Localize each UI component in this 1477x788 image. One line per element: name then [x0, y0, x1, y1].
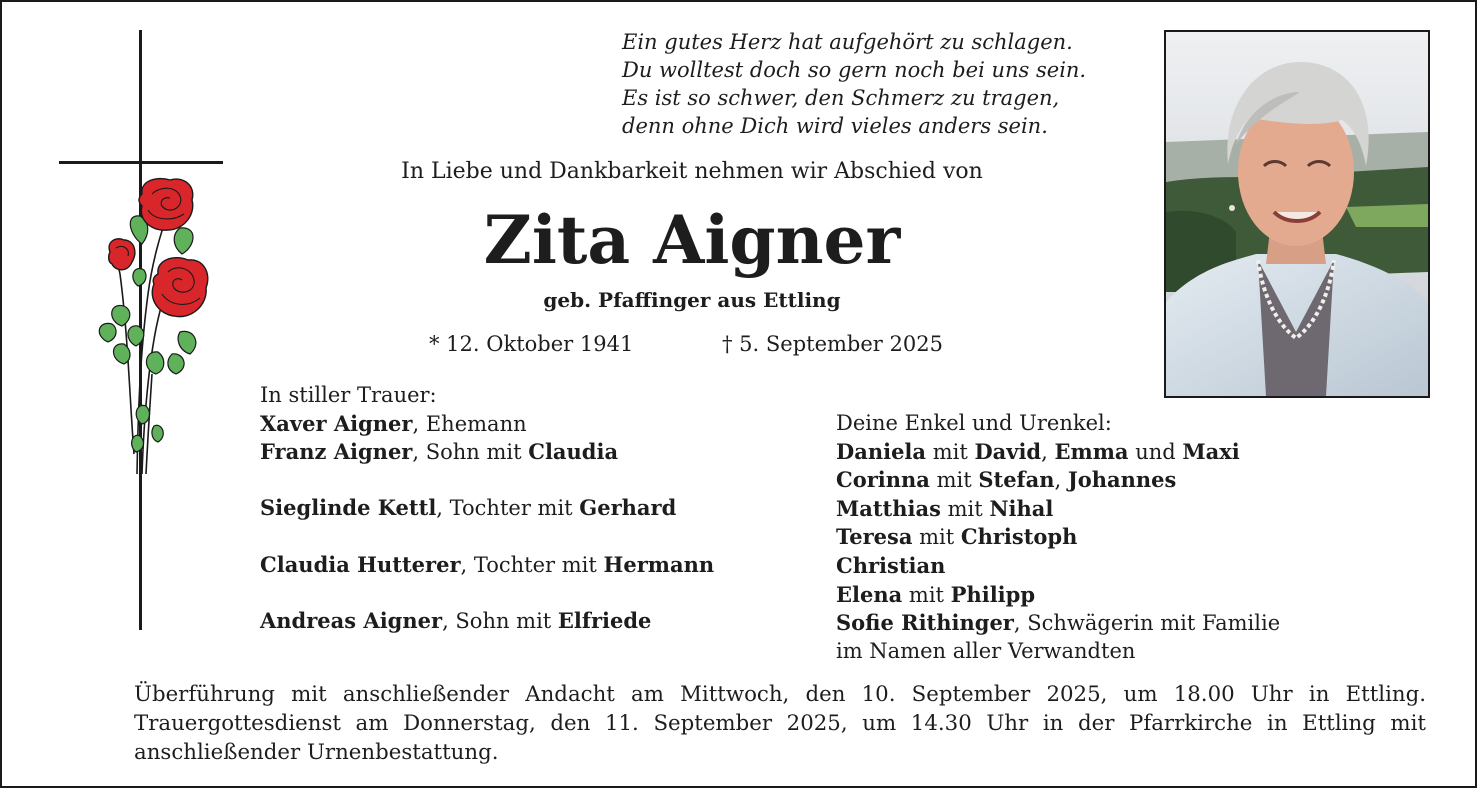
spacer — [260, 523, 800, 551]
mourner-line: Daniela mit David, Emma und Maxi — [836, 438, 1240, 464]
mourner-line: Teresa mit Christoph — [836, 524, 1078, 550]
service-line: anschließender Urnenbestattung. — [134, 740, 499, 765]
mourner-line: Sofie Rithinger, Schwägerin mit Familie — [836, 610, 1281, 636]
leaf-13 — [152, 425, 163, 442]
leaf-6 — [178, 331, 196, 354]
poem-line: Es ist so schwer, den Schmerz zu tragen, — [622, 86, 1060, 110]
mourners-heading: In stiller Trauer: — [260, 383, 437, 407]
death-date: † 5. September 2025 — [722, 332, 943, 356]
leaf-3 — [112, 305, 130, 326]
cross-horizontal-bar — [59, 161, 223, 164]
poem-line: denn ohne Dich wird vieles anders sein. — [622, 114, 1048, 138]
service-line: Trauergottesdienst am Donnerstag, den 11. September 2025, um 14.30 Uhr in der Pfarrkirche in Ettling mit — [134, 711, 1426, 736]
spacer — [260, 579, 800, 607]
poem-line: Ein gutes Herz hat aufgehört zu schlagen. — [622, 30, 1073, 54]
mourner-line: Claudia Hutterer, Tochter mit Hermann — [260, 551, 715, 577]
birth-date: * 12. Oktober 1941 — [429, 332, 634, 356]
mourner-line: Sieglinde Kettl, Tochter mit Gerhard — [260, 495, 677, 521]
roses-illustration — [80, 174, 220, 484]
mourner-line: Christian — [836, 552, 946, 578]
mourner-line: Matthias mit Nihal — [836, 495, 1054, 521]
rose-right — [152, 258, 208, 317]
service-details — [134, 680, 1426, 767]
grandchildren-heading: Deine Enkel und Urenkel: — [836, 411, 1112, 435]
mourner-line: Elena mit Philipp — [836, 581, 1036, 607]
service-line: Überführung mit anschließender Andacht am Mittwoch, den 10. September 2025, um 18.00 Uhr in Ettling. — [134, 682, 1426, 707]
poem-line: Du wolltest doch so gern noch bei uns sein. — [622, 58, 1087, 82]
leaf-8 — [114, 344, 131, 364]
leaf-11 — [136, 405, 149, 424]
mourners-right — [836, 410, 1436, 665]
mourner-line: Andreas Aigner, Sohn mit Elfriede — [260, 607, 652, 633]
leaf-12 — [132, 435, 144, 452]
mourners-left — [260, 382, 800, 635]
spacer — [260, 467, 800, 495]
leaf-10 — [133, 269, 146, 286]
portrait-image — [1166, 32, 1428, 396]
memorial-poem — [622, 28, 1162, 140]
leaf-2 — [174, 228, 193, 254]
portrait-photo — [1164, 30, 1430, 398]
mourner-line: Corinna mit Stefan, Johannes — [836, 467, 1177, 493]
leaf-4 — [99, 323, 116, 342]
leaf-7 — [168, 354, 184, 374]
rose-small — [109, 239, 135, 270]
maiden-name: geb. Pfaffinger aus Ettling — [543, 288, 841, 312]
farewell-intro: In Liebe und Dankbarkeit nehmen wir Abschied von — [401, 159, 983, 184]
leaf-5 — [128, 326, 144, 346]
mourner-line: Xaver Aigner, Ehemann — [260, 410, 527, 436]
mourner-line: Franz Aigner, Sohn mit Claudia — [260, 439, 619, 465]
deceased-name: Zita Aigner — [483, 201, 901, 279]
rose-top — [139, 179, 193, 231]
mourner-line: im Namen aller Verwandten — [836, 638, 1136, 663]
